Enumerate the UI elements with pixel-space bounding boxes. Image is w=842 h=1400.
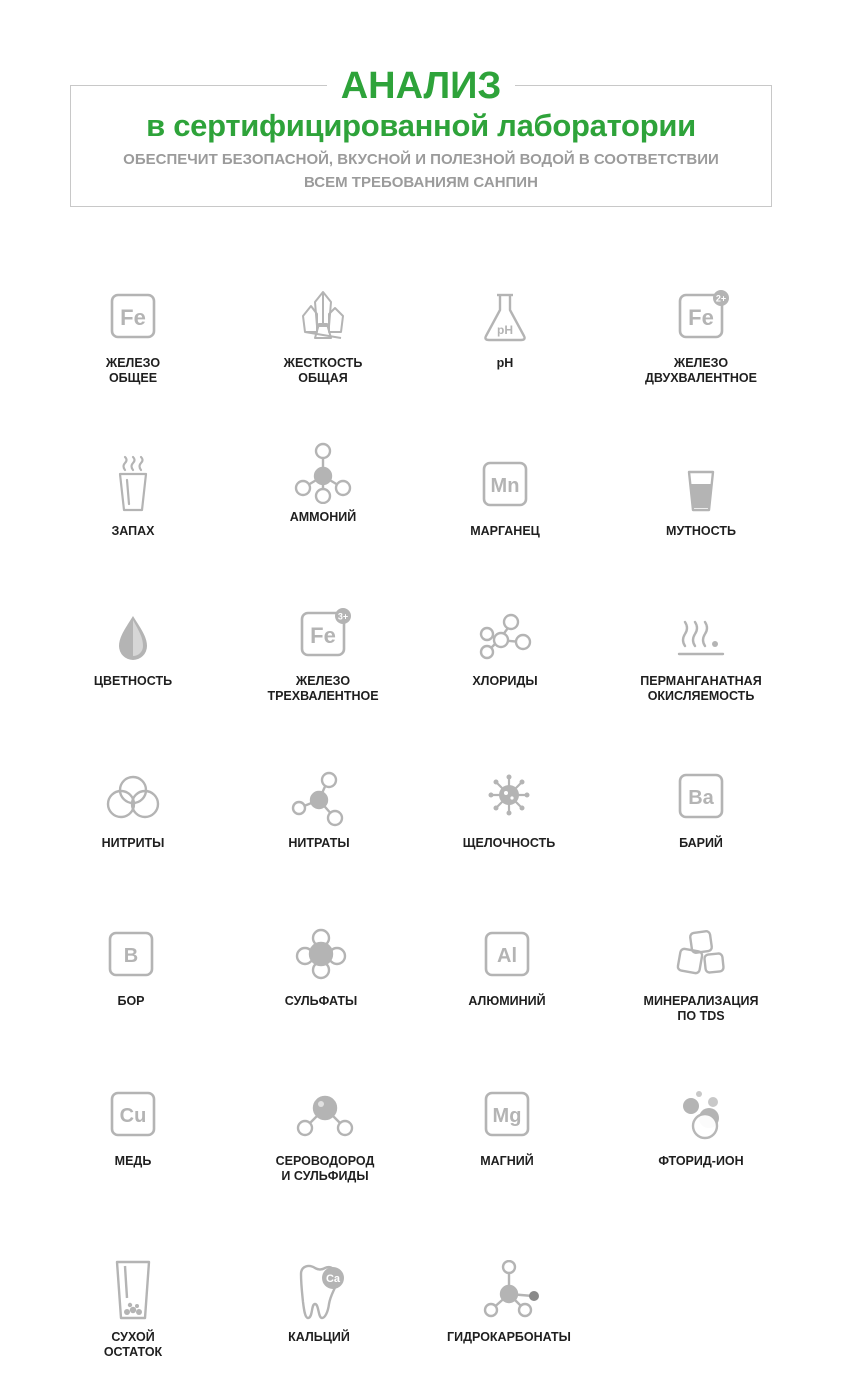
page-subtitle: в сертифицированной лаборатории	[146, 108, 696, 143]
item-label: ПЕРМАНГАНАТНАЯ ОКИСЛЯЕМОСТЬ	[640, 674, 762, 703]
analysis-item-barium	[606, 766, 796, 851]
analysis-item-ph	[410, 286, 600, 371]
svg-text:Fe: Fe	[310, 623, 336, 648]
turbid-glass-icon	[669, 454, 733, 518]
item-label: ЦВЕТНОСТЬ	[93, 674, 173, 688]
ammonium-molecule-icon	[291, 440, 355, 504]
drop-icon	[101, 604, 165, 668]
item-label: БОР	[117, 994, 145, 1008]
description-line-1: ОБЕСПЕЧИТ БЕЗОПАСНОЙ, ВКУСНОЙ И ПОЛЕЗНОЙ ВОДОЙ В СООТВЕТСТВИИ	[123, 151, 719, 168]
vapor-icon	[669, 604, 733, 668]
analysis-item-boron	[36, 924, 226, 1009]
magnesium-mg-icon	[475, 1084, 539, 1148]
item-label: ЖЕЛЕЗО ОБЩЕЕ	[105, 356, 161, 385]
item-label: МАГНИЙ	[480, 1154, 534, 1168]
analysis-item-alkalinity	[414, 766, 604, 851]
item-label: ЖЕСТКОСТЬ ОБЩАЯ	[283, 356, 363, 385]
item-label: НИТРИТЫ	[101, 836, 165, 850]
item-label: АЛЮМИНИЙ	[468, 994, 546, 1008]
hydrogen-sulfide-molecule-icon	[293, 1084, 357, 1148]
iron-fe-icon	[101, 286, 165, 350]
crystal-icon	[291, 286, 355, 350]
smell-glass-icon	[101, 454, 165, 518]
page-description	[110, 148, 732, 194]
svg-text:Fe: Fe	[120, 305, 146, 330]
analysis-item-iron-trivalent	[228, 604, 418, 704]
analysis-item-ammonium	[228, 440, 418, 525]
virus-icon	[477, 766, 541, 830]
analysis-item-magnesium	[412, 1084, 602, 1169]
flask-ph-icon	[473, 286, 537, 350]
analysis-item-sulfates	[226, 924, 416, 1009]
aluminium-al-icon	[475, 924, 539, 988]
item-label: ЖЕЛЕЗО ТРЕХВАЛЕНТНОЕ	[267, 674, 379, 703]
item-label: ЗАПАХ	[111, 524, 155, 538]
sulfates-molecule-icon	[289, 924, 353, 988]
item-label: СУХОЙ ОСТАТОК	[103, 1330, 163, 1359]
analysis-item-fluoride	[606, 1084, 796, 1169]
item-label: ХЛОРИДЫ	[472, 674, 538, 688]
analysis-item-chlorides	[410, 604, 600, 689]
analysis-item-nitrates	[224, 766, 414, 851]
barium-ba-icon	[669, 766, 733, 830]
analysis-item-copper	[38, 1084, 228, 1169]
manganese-mn-icon	[473, 454, 537, 518]
item-label: НИТРАТЫ	[288, 836, 350, 850]
analysis-item-iron-total	[38, 286, 228, 386]
analysis-item-manganese	[410, 454, 600, 539]
item-label: КАЛЬЦИЙ	[288, 1330, 350, 1344]
svg-text:Ca: Ca	[325, 1273, 341, 1285]
bubbles-icon	[669, 1084, 733, 1148]
svg-text:2+: 2+	[715, 293, 727, 304]
residue-glass-icon	[101, 1260, 165, 1324]
svg-text:Ba: Ba	[688, 787, 714, 809]
copper-cu-icon	[101, 1084, 165, 1148]
svg-text:Cu: Cu	[119, 1105, 147, 1127]
item-label: pH	[496, 356, 514, 370]
svg-text:Mn: Mn	[490, 475, 520, 497]
item-label: БАРИЙ	[679, 836, 723, 850]
analysis-item-hardness	[228, 286, 418, 386]
analysis-item-dry-residue	[38, 1260, 228, 1360]
tooth-ca-icon	[287, 1260, 351, 1324]
analysis-item-color	[38, 604, 228, 689]
iron-fe3-icon	[291, 604, 355, 668]
item-label: СЕРОВОДОРОД И СУЛЬФИДЫ	[275, 1154, 375, 1183]
item-label: МУТНОСТЬ	[666, 524, 736, 538]
analysis-item-iron-divalent	[606, 286, 796, 386]
item-label: СУЛЬФАТЫ	[284, 994, 358, 1008]
analysis-item-calcium	[224, 1260, 414, 1345]
analysis-item-hydrogen-sulfide	[230, 1084, 420, 1184]
analysis-item-turbidity	[606, 454, 796, 539]
item-label: МАРГАНЕЦ	[470, 524, 540, 538]
item-label: ФТОРИД-ИОН	[658, 1154, 744, 1168]
item-label: ГИДРОКАРБОНАТЫ	[447, 1330, 571, 1344]
svg-text:Al: Al	[497, 945, 517, 967]
analysis-item-mineralization	[606, 924, 796, 1024]
analysis-item-nitrites	[38, 766, 228, 851]
hydrocarbonates-molecule-icon	[477, 1260, 541, 1324]
item-label: МЕДЬ	[114, 1154, 152, 1168]
boron-b-icon	[99, 924, 163, 988]
description-line-2: ВСЕМ ТРЕБОВАНИЯМ САНПИН	[304, 174, 538, 191]
item-label: ЖЕЛЕЗО ДВУХВАЛЕНТНОЕ	[644, 356, 757, 385]
analysis-item-aluminium	[412, 924, 602, 1009]
item-label: АММОНИЙ	[289, 510, 357, 524]
nitrites-circles-icon	[101, 766, 165, 830]
analysis-item-smell	[38, 454, 228, 539]
item-label: ЩЕЛОЧНОСТЬ	[462, 836, 556, 850]
nitrates-molecule-icon	[287, 766, 351, 830]
page-title: АНАЛИЗ	[0, 64, 842, 108]
svg-text:B: B	[123, 945, 139, 967]
svg-text:3+: 3+	[337, 611, 349, 622]
analysis-item-permanganate	[606, 604, 796, 704]
item-label: МИНЕРАЛИЗАЦИЯ ПО TDS	[643, 994, 759, 1023]
analysis-item-hydrocarbonates	[414, 1260, 604, 1345]
svg-text:Fe: Fe	[688, 305, 714, 330]
chlorides-molecule-icon	[473, 604, 537, 668]
ice-cubes-icon	[669, 924, 733, 988]
svg-text:Mg: Mg	[492, 1105, 522, 1127]
iron-fe2-icon	[669, 286, 733, 350]
svg-text:pH: pH	[497, 323, 513, 337]
